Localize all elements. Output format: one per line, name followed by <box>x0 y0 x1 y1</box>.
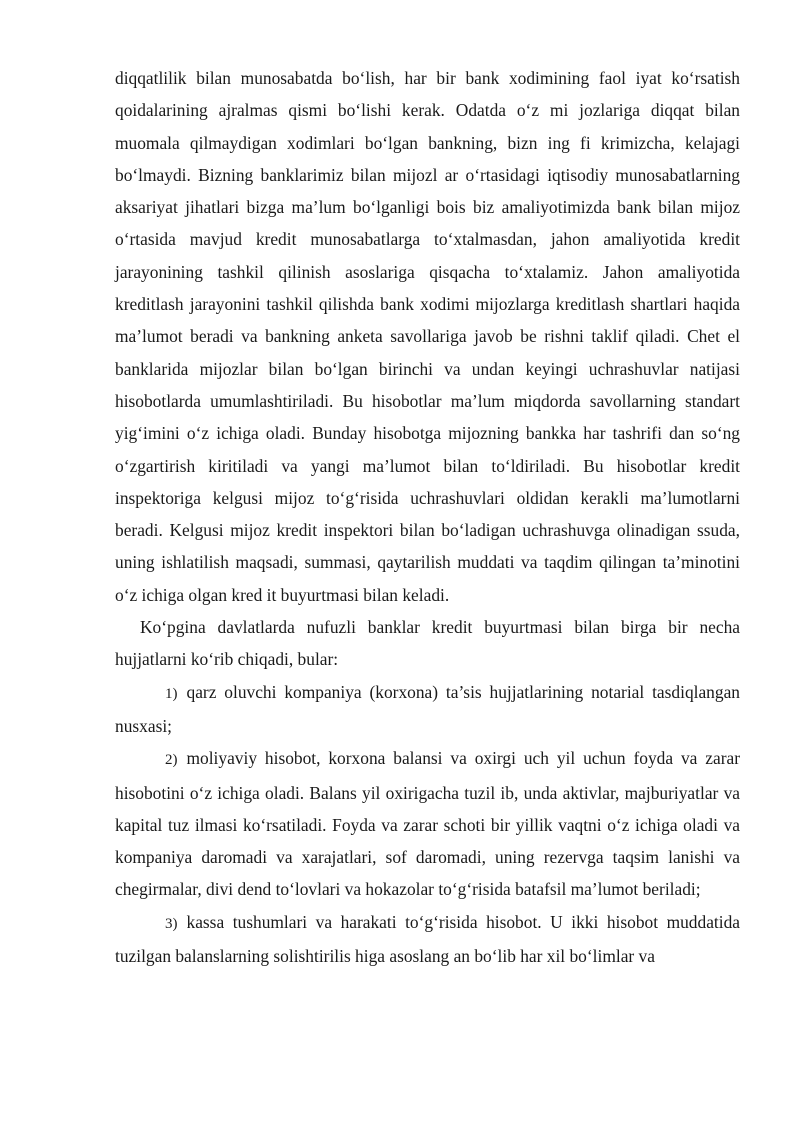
list-item-text: qarz oluvchi kompaniya (korxona) ta’sis hujjatlarining notarial tasdiqlangan nusxasi; <box>115 681 740 736</box>
list-number: 3) <box>165 915 178 932</box>
list-item-text: kassa tushumlari va harakati to‘g‘risida hisobot. U ikki hisobot muddatida tuzilgan balanslarning solishtirilis higa asoslang an bo‘lib har xil bo‘limlar va <box>115 911 740 967</box>
list-number: 2) <box>165 752 178 769</box>
list-item <box>115 742 740 905</box>
paragraph: Ko‘pgina davlatlarda nufuzli banklar kredit buyurtmasi bilan birga bir necha hujjatlarni ko‘rib chiqadi, bular: <box>115 617 740 670</box>
list-item <box>115 676 740 743</box>
document-body <box>115 62 740 972</box>
list-number: 1) <box>165 685 178 702</box>
list-item-text: moliyaviy hisobot, korxona balansi va oxirgi uch yil uchun foyda va zarar hisobotini o‘z ichiga oladi. Balans yil oxirigacha tuzil ib, unda aktivlar, majburiyatlar va kapital tuz ilmasi ko‘rsatiladi. Foyda va zarar schoti bir yillik vaqtni o‘z ichiga oladi va kompaniya daromadi va xarajatlari, sof daromadi, uning rezervga taqsim lanishi va chegirmalar, divi dend to‘lovlari va hokazolar to‘g‘risida batafsil ma’lumot beriladi; <box>115 748 740 900</box>
paragraph: diqqatlilik bilan munosabatda bo‘lish, har bir bank xodimining faol iyat ko‘rsatish qoidalarining ajralmas qismi bo‘lishi kerak. Odatda o‘z mi jozlariga diqqat bilan muomala qilmaydigan xodimlari bo‘lgan bankning, bizn ing fi krimizcha, kelajagi bo‘lmaydi. Bizning banklarimiz bilan mijozl ar o‘rtasidagi iqtisodiy munosabatlarning aksariyat jihatlari bizga ma’lum bo‘lganligi bois biz amaliyotimizda bank bilan mijoz o‘rtasida mavjud kredit munosabatlarga to‘xtalmasdan, jahon amaliyotida kredit jarayonining tashkil qilinish asoslariga qisqacha to‘xtalamiz. Jahon amaliyotida kreditlash jarayonini tashkil qilishda bank xodimi mijozlarga kreditlash shartlari haqida ma’lumot beradi va bankning anketa savollariga javob be rishni taklif qiladi. Chet el banklarida mijozlar bilan bo‘lgan birinchi va undan keyingi uchrashuvlar natijasi hisobotlarda umumlashtiriladi. Bu hisobotlar ma’lum miqdorda savollarning standart yig‘imini o‘z ichiga oladi. Bunday hisobotga mijozning bankka har tashrifi dan so‘ng o‘zgartirish kiritiladi va yangi ma’lumot bilan to‘ldiriladi. Bu hisobotlar kredit inspektoriga kelgusi mijoz to‘g‘risida uchrashuvlari oldidan kerakli ma’lumotlarni beradi. Kelgusi mijoz kredit inspektori bilan bo‘ladigan uchrashuvga olinadigan ssuda, uning ishlatilish maqsadi, summasi, qaytarilish muddati va taqdim qilingan ta’minotini o‘z ichiga olgan kred it buyurtmasi bilan keladi. <box>115 68 740 605</box>
list-item <box>115 906 740 973</box>
